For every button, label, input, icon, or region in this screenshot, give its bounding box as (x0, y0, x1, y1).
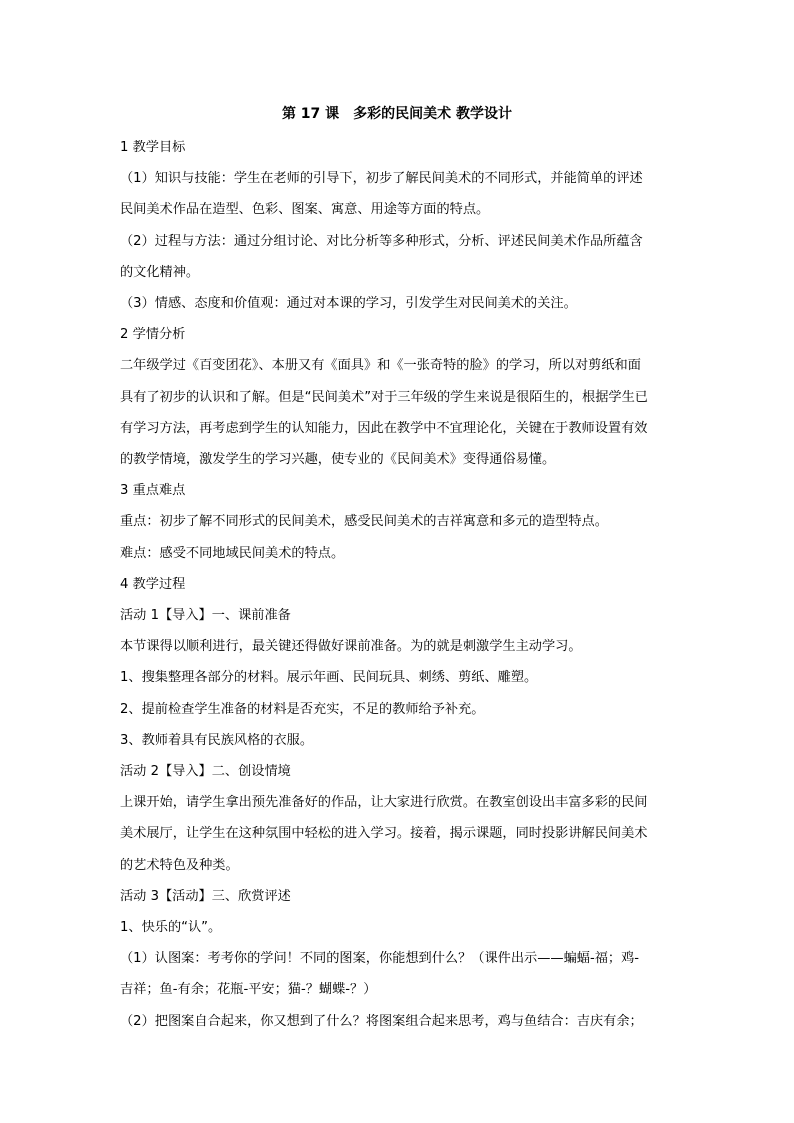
paragraph-line: 的艺术特色及种类。 (120, 857, 239, 873)
paragraph-line: （1）认图案：考考你的学问！不同的图案，你能想到什么？（课件出示——蝙蝠-福；鸡- (120, 951, 640, 967)
section-heading-student-analysis: 2 学情分析 (120, 327, 186, 343)
paragraph-line: 美术展厅，让学生在这种氛围中轻松的进入学习。接着，揭示课题，同时投影讲解民间美术 (120, 826, 648, 842)
list-item: 3、教师着具有民族风格的衣服。 (120, 732, 314, 748)
activity-heading-1: 活动 1【导入】一、课前准备 (120, 608, 291, 624)
paragraph-line: （2）过程与方法：通过分组讨论、对比分析等多种形式，分析、评述民间美术作品所蕴含 (120, 233, 643, 249)
paragraph-line: 的文化精神。 (120, 264, 200, 280)
paragraph-line: 吉祥；鱼-有余；花瓶-平安；猫-？蝴蝶-？） (120, 982, 377, 998)
section-heading-teaching-goals: 1 教学目标 (120, 140, 186, 155)
section-heading-key-points: 3 重点难点 (120, 483, 186, 499)
paragraph-line: 具有了初步的认识和了解。但是“民间美术”对于三年级的学生来说是很陌生的，根据学生已 (120, 389, 648, 405)
paragraph-line: 本节课得以顺利进行，最关键还得做好课前准备。为的就是刺激学生主动学习。 (120, 639, 582, 655)
paragraph-line: （1）知识与技能：学生在老师的引导下，初步了解民间美术的不同形式，并能简单的评述 (120, 171, 643, 187)
activity-heading-3: 活动 3【活动】三、欣赏评述 (120, 888, 291, 904)
key-point-line: 重点：初步了解不同形式的民间美术，感受民间美术的吉祥寓意和多元的造型特点。 (120, 514, 608, 530)
paragraph-line: 有学习方法，再考虑到学生的认知能力，因此在教学中不宜理论化，关键在于教师设置有效 (120, 420, 648, 436)
paragraph-line: 民间美术作品在造型、色彩、图案、寓意、用途等方面的特点。 (120, 202, 490, 218)
paragraph-line: 上课开始，请学生拿出预先准备好的作品，让大家进行欣赏。在教室创设出丰富多彩的民间 (120, 795, 648, 811)
paragraph-line: 的教学情境，激发学生的学习兴趣，使专业的《民间美术》变得通俗易懂。 (120, 452, 556, 468)
paragraph-line: （2）把图案自合起来，你又想到了什么？将图案组合起来思考，鸡与鱼结合：吉庆有余； (120, 1013, 643, 1029)
document-title: 第 17 课 多彩的民间美术 教学设计 (281, 106, 513, 122)
list-item: 1、快乐的“认”。 (120, 920, 222, 936)
list-item: 2、提前检查学生准备的材料是否充实，不足的教师给予补充。 (120, 701, 485, 717)
section-heading-teaching-process: 4 教学过程 (120, 576, 186, 592)
paragraph-line: 二年级学过《百变团花》、本册又有《面具》和《一张奇特的脸》的学习，所以对剪纸和面 (120, 358, 641, 374)
paragraph-line: （3）情感、态度和价值观：通过对本课的学习，引发学生对民间美术的关注。 (120, 296, 577, 312)
difficulty-line: 难点：感受不同地域民间美术的特点。 (120, 545, 345, 561)
list-item: 1、搜集整理各部分的材料。展示年画、民间玩具、刺绣、剪纸、雕塑。 (120, 670, 538, 686)
activity-heading-2: 活动 2【导入】二、创设情境 (120, 764, 291, 780)
document-body (120, 132, 680, 1037)
